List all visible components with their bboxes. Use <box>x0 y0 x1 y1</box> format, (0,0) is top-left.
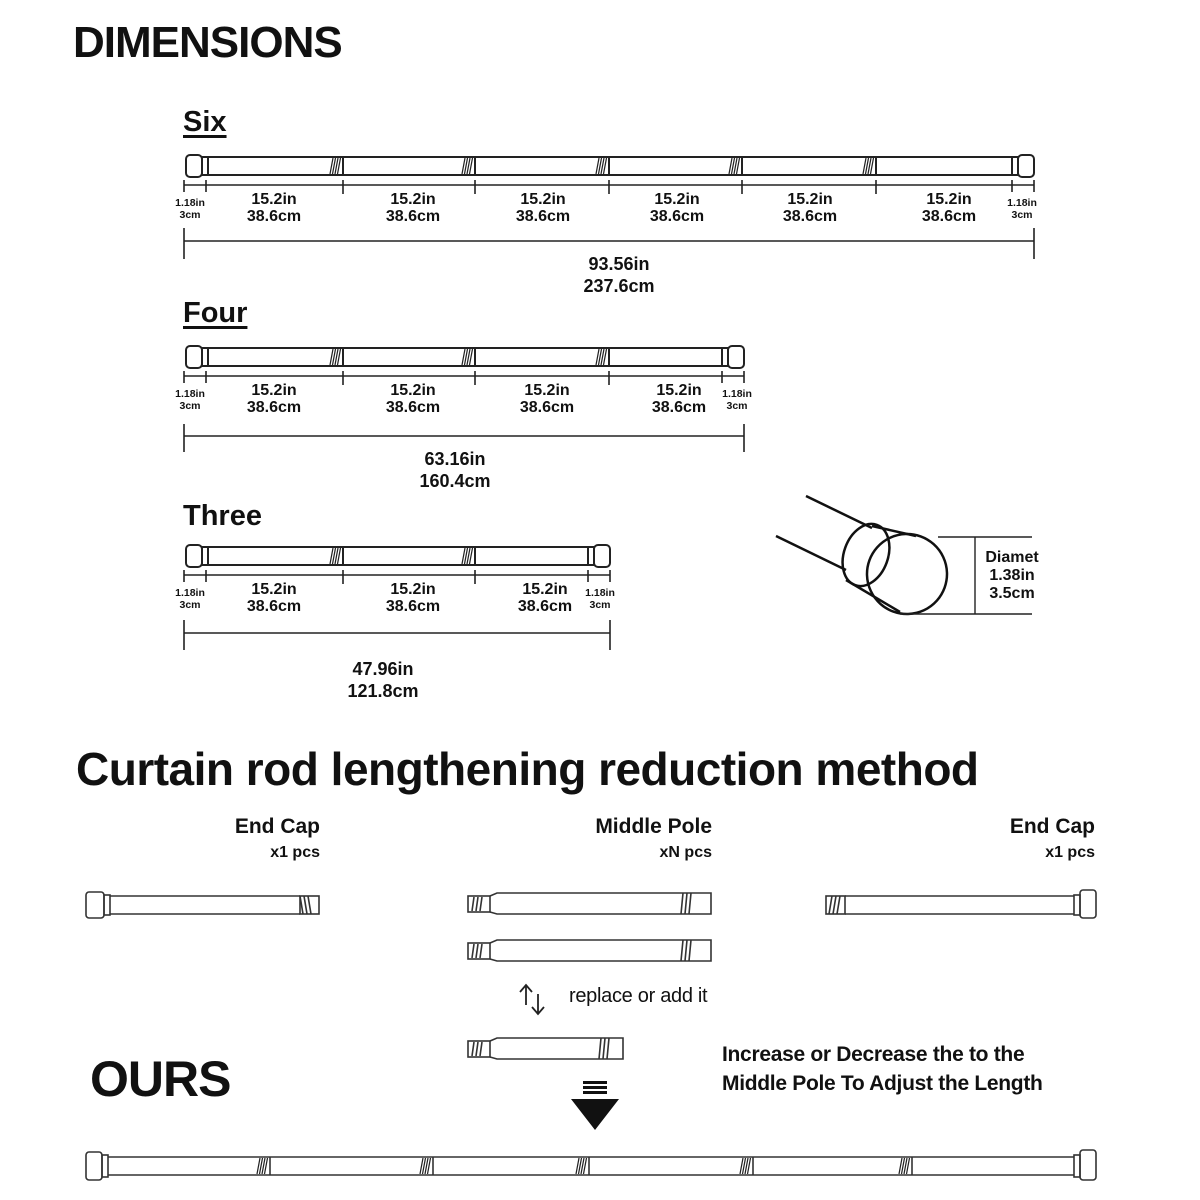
part-label-end-cap-left: End Cap x1 pcs <box>234 815 320 861</box>
six-seg-5: 15.2in 38.6cm <box>782 191 838 225</box>
three-seg-2: 15.2in 38.6cm <box>385 581 441 615</box>
three-total: 47.96in 121.8cm <box>347 659 419 701</box>
middle-pole-part-2 <box>468 940 711 961</box>
four-seg-3: 15.2in 38.6cm <box>519 382 575 416</box>
end-cap-diameter-illustration <box>776 496 958 625</box>
down-arrow-icon <box>571 1081 619 1130</box>
six-end-left: 1.18in 3cm <box>175 197 205 221</box>
part-label-middle-pole: Middle Pole xN pcs <box>595 815 712 861</box>
diameter-label: Diamet 1.38in 3.5cm <box>985 549 1039 602</box>
six-total: 93.56in 237.6cm <box>583 254 655 296</box>
variant-four-title: Four <box>183 297 248 329</box>
replace-label: replace or add it <box>569 985 708 1007</box>
six-end-right: 1.18in 3cm <box>1007 197 1037 221</box>
left-end-cap-part <box>86 892 319 918</box>
assembled-rod <box>86 1150 1096 1180</box>
six-seg-2: 15.2in 38.6cm <box>385 191 441 225</box>
three-seg-1: 15.2in 38.6cm <box>246 581 302 615</box>
six-seg-1: 15.2in 38.6cm <box>246 191 302 225</box>
three-end-right: 1.18in 3cm <box>585 587 615 611</box>
right-end-cap-part <box>826 890 1096 918</box>
middle-pole-part-1 <box>468 893 711 914</box>
three-seg-3: 15.2in 38.6cm <box>517 581 573 615</box>
rod-four <box>186 346 744 368</box>
rod-three <box>186 545 610 567</box>
four-seg-4: 15.2in 38.6cm <box>651 382 707 416</box>
short-pole-part <box>468 1038 623 1059</box>
four-seg-1: 15.2in 38.6cm <box>246 382 302 416</box>
swap-arrows-icon <box>520 985 544 1014</box>
ours-label: OURS <box>90 1051 231 1107</box>
four-end-right: 1.18in 3cm <box>722 388 752 412</box>
four-total: 63.16in 160.4cm <box>419 449 491 491</box>
six-seg-4: 15.2in 38.6cm <box>649 191 705 225</box>
variant-three-title: Three <box>183 500 262 532</box>
part-label-end-cap-right: End Cap x1 pcs <box>1009 815 1095 861</box>
four-seg-2: 15.2in 38.6cm <box>385 382 441 416</box>
adjust-note: Increase or Decrease the to the Middle Pole To Adjust the Length <box>722 1043 1043 1095</box>
six-seg-3: 15.2in 38.6cm <box>515 191 571 225</box>
six-seg-6: 15.2in 38.6cm <box>921 191 977 225</box>
three-end-left: 1.18in 3cm <box>175 587 205 611</box>
method-title: Curtain rod lengthening reduction method <box>76 743 979 795</box>
variant-six-title: Six <box>183 106 227 138</box>
rod-six <box>186 155 1034 177</box>
four-end-left: 1.18in 3cm <box>175 388 205 412</box>
dimensions-title: DIMENSIONS <box>73 18 342 67</box>
